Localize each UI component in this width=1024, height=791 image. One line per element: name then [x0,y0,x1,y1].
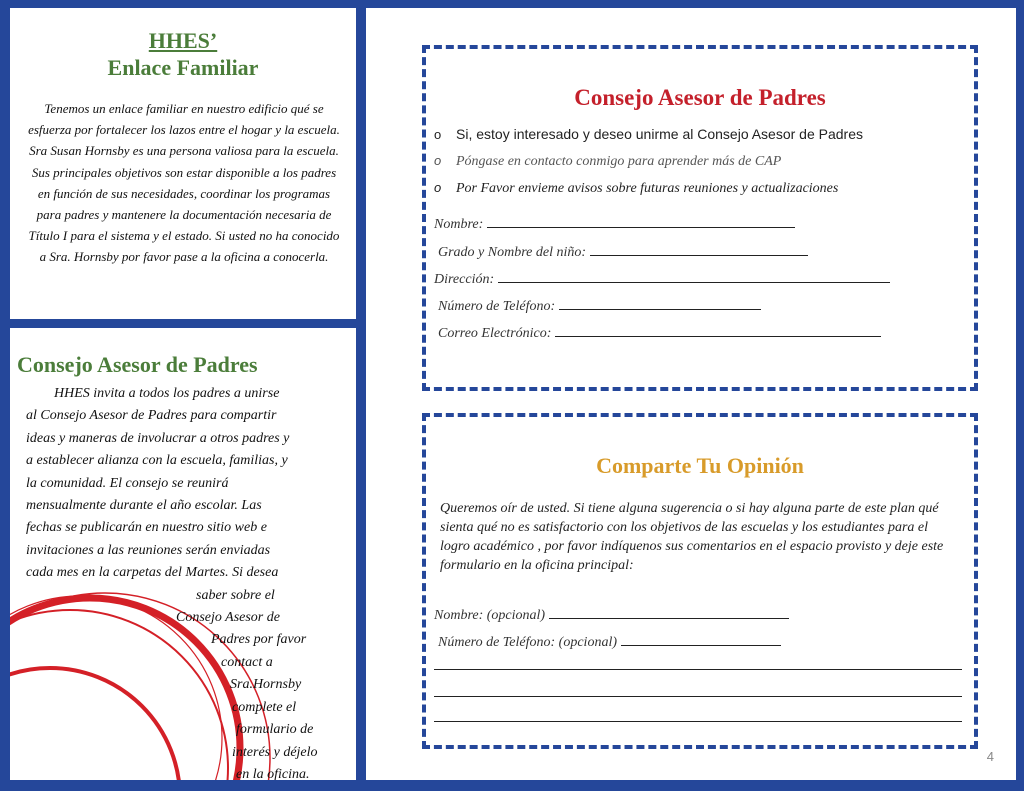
consejo-line: Consejo Asesor de [176,610,280,626]
cap-interest-form [422,45,978,391]
consejo-asesor-heading: Consejo Asesor de Padres [17,352,258,377]
comment-line[interactable] [434,721,962,722]
comment-line[interactable] [434,696,962,697]
option-label: Por Favor envieme avisos sobre futuras reuniones y actualizaciones [456,181,839,196]
enlace-familiar-panel [10,8,356,319]
opinion-field-telefono[interactable] [438,631,781,651]
opinion-text: Queremos oír de usted. Si tiene alguna sugerencia o si hay alguna parte de este plan qué sienta qué no es satisfactorio con los objetivos de las escuelas y los estudiantes para el logro académico , por favor indíquenos sus comentarios en el espacio provisto y deje este formulario en la oficina principal: [440,501,944,573]
option-contact[interactable] [434,153,781,170]
consejo-line: en la oficina. [236,766,310,780]
consejo-line: complete el [232,699,297,715]
consejo-line: al Consejo Asesor de Padres para compartir [26,408,277,424]
consejo-line: contact a [221,654,273,670]
field-label: Número de Teléfono: (opcional) [438,635,617,650]
opinion-telefono-line[interactable] [621,631,781,646]
hhes-heading: HHES’ [148,28,218,53]
checkbox-bullet[interactable]: o [434,127,442,142]
option-notices[interactable] [434,180,838,197]
right-panel [366,8,1016,780]
field-label: Grado y Nombre del niño: [438,245,587,260]
consejo-line: formulario de [236,722,314,738]
option-label: Póngase en contacto conmigo para aprender más de CAP [456,154,782,169]
opinion-field-nombre[interactable] [434,604,789,624]
consejo-line: a establecer alianza con la escuela, familias, y [26,453,288,469]
consejo-line: Sra.Hornsby [230,677,302,693]
grado-line[interactable] [590,241,808,256]
field-label: Correo Electrónico: [438,326,552,341]
opinion-form [422,413,978,749]
consejo-asesor-text [26,383,331,780]
consejo-line: HHES invita a todos los padres a unirse [54,386,280,401]
opinion-heading: Comparte Tu Opinión [596,453,804,478]
field-nombre[interactable] [434,213,795,233]
opinion-nombre-line[interactable] [549,604,789,619]
field-telefono[interactable] [438,295,761,315]
consejo-line: interés y déjelo [232,744,318,760]
consejo-line: invitaciones a las reuniones serán enviadas [26,542,271,558]
field-label: Número de Teléfono: [438,299,556,314]
consejo-line: cada mes en la carpetas del Martes. Si desea [26,565,279,581]
cap-form-heading: Consejo Asesor de Padres [574,85,826,110]
enlace-familiar-heading: Enlace Familiar [107,55,259,80]
field-correo[interactable] [438,322,881,342]
checkbox-bullet[interactable]: o [434,180,442,195]
page-number: 4 [986,749,994,764]
nombre-line[interactable] [487,213,795,228]
field-grado[interactable] [438,241,808,261]
comment-line[interactable] [434,669,962,670]
consejo-asesor-info-panel [10,328,356,780]
checkbox-bullet[interactable]: o [434,153,442,168]
field-label: Nombre: (opcional) [434,608,546,623]
option-join[interactable] [434,126,863,142]
consejo-line: ideas y maneras de involucrar a otros padres y [26,430,290,446]
direccion-line[interactable] [498,268,890,283]
field-label: Dirección: [434,272,495,287]
consejo-line: Padres por favor [211,632,307,648]
telefono-line[interactable] [559,295,761,310]
consejo-line: mensualmente durante el año escolar. Las [26,498,262,514]
field-label: Nombre: [434,217,484,232]
consejo-line: la comunidad. El consejo se reunirá [26,475,229,491]
consejo-line: saber sobre el [196,587,275,603]
consejo-line: fechas se publicarán en nuestro sitio web e [26,520,267,536]
enlace-familiar-text: Tenemos un enlace familiar en nuestro edificio qué se esfuerza por fortalecer los lazos entre el hogar y la escuela. Sra Susan Hornsby es una persona valiosa para la escuela. Sus principales objetivos son estar disponible a los padres en función de sus necesidades, coordinar los programas para padres y mantenere la documentación necesaria de Título I para el sistema y el estado. Si usted no ha conocido a Sra. Hornsby por favor pase a la oficina a conocerla. [28,101,340,265]
field-direccion[interactable] [434,268,890,288]
correo-line[interactable] [555,322,881,337]
option-label: Si, estoy interesado y deseo unirme al Consejo Asesor de Padres [456,126,864,142]
